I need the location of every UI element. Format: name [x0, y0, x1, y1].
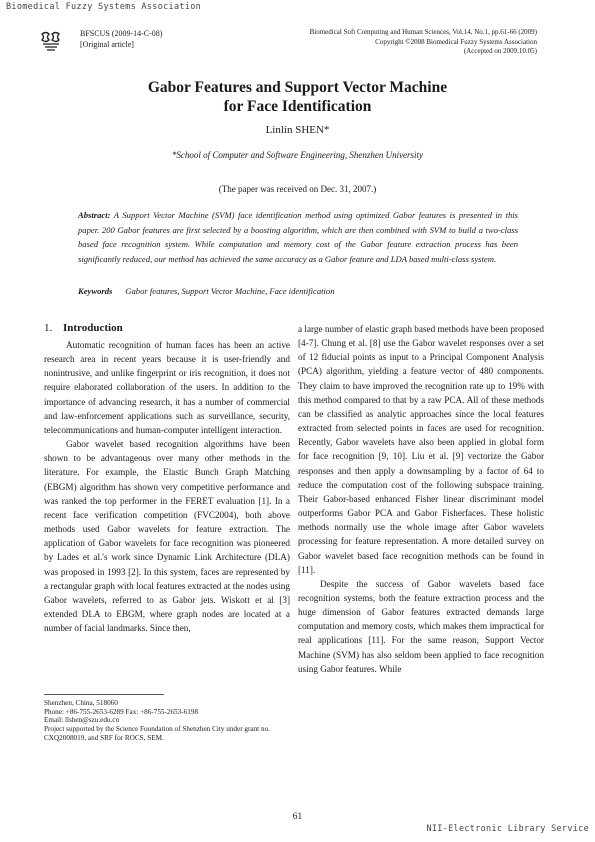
- section-title: Introduction: [63, 322, 123, 334]
- footnotes: [44, 699, 290, 743]
- page-number: 61: [292, 812, 303, 822]
- keywords: [78, 286, 518, 296]
- header-left: [80, 28, 162, 50]
- keywords-label: Keywords: [78, 286, 113, 296]
- footnote-divider: [44, 694, 164, 695]
- right-column: [298, 322, 544, 676]
- title-line-2: for Face Identification: [223, 98, 372, 115]
- section-heading: [44, 322, 123, 334]
- received-date: (The paper was received on Dec. 31, 2007.): [218, 184, 377, 194]
- abstract: [78, 208, 518, 266]
- journal-citation: Biomedical Soft Computing and Human Sciences, Vol.14, No.1, pp.61-66 (2009): [309, 28, 537, 36]
- watermark-top: Biomedical Fuzzy Systems Association: [6, 2, 202, 12]
- paragraph: a large number of elastic graph based methods have been proposed [4-7]. Chung et al. [8] use the Gabor wavelet responses over a set of 12 fiducial points as input to a Principal Component Analysis (PCA) algorithm, yielding a feature vector of 480 components. They claim to have improved the recognition rate up to 19% with this method compared to that by a raw PCA. All of these methods can be classified as analytic approaches since the local features extracted from selected points in faces are used for recognition. Recently, Gabor wavelets have also been applied in global form for face recognition [9, 10]. Liu et al. [9] vectorize the Gabor responses and then apply a downsampling by a factor of 64 to reduce the computation cost of the following subspace training. Their Gabor-based enhanced Fisher linear discriminant model outperforms Gabor PCA and Gabor Fisherfaces. These holistic methods normally use the whole image after Gabor wavelets processing for feature representation. A more detailed survey on Gabor wavelet based face recognition methods can be found in [11].: [298, 324, 544, 575]
- abstract-text: A Support Vector Machine (SVM) face identification method using optimized Gabor features is presented in this paper. 200 Gabor features are first selected by a boosting algorithm, which are then combined with SVM to build a two-class based face recognition system. While computation and memory cost of the Gabor feature extraction process has been significantly reduced, our method has achieved the same accuracy as a Gabor feature and LDA based multi-class system.: [78, 210, 518, 264]
- title-line-1: Gabor Features and Support Vector Machine: [147, 79, 448, 96]
- footnote-phone: Phone: +86-755-2653-6289 Fax: +86-755-2653-6198: [44, 707, 199, 716]
- keywords-text: Gabor features, Support Vector Machine, Face identification: [125, 286, 335, 296]
- affiliation: *School of Computer and Software Engineering, Shenzhen University: [171, 150, 424, 160]
- paragraph: Gabor wavelet based recognition algorithms have been shown to be advantageous over many other methods in the literature. For example, the Elastic Bunch Graph Matching (EBGM) algorithm has shown very competitive performance and was ranked the top performer in the FERET evaluation [1]. In a recent face verification competition (FVC2004), both above methods used Gabor wavelets for feature extraction. The application of Gabor wavelets for face recognition was pioneered by Lades et al.'s work since Dynamic Link Architecture (DLA) was proposed in 1993 [2]. In this system, faces are represented by a rectangular graph with local features extracted at the nodes using Gabor wavelets, referred to as Gabor jets. Wiskott et al [3] extended DLA to EBGM, where graph nodes are located at a number of facial landmarks. Since then,: [44, 439, 290, 634]
- paper-title: [0, 78, 595, 116]
- article-type: [Original article]: [80, 40, 134, 49]
- paragraph: Despite the success of Gabor wavelets based face recognition systems, both the feature extraction process and the huge dimension of Gabor features extracted demands large computation and memory costs, which makes them impractical for real applications [11]. For the same reason, Support Vector Machine (SVM) has also seldom been applied to face recognition using Gabor features. While: [298, 578, 544, 674]
- journal-code: BFSCUS (2009-14-C-08): [80, 29, 163, 38]
- left-column: [44, 338, 290, 635]
- section-number: 1.: [44, 322, 53, 334]
- footnote-funding: Project supported by the Science Foundation of Shenzhen City under grant no. CXQ2008019, and SRF for ROCS, SEM.: [44, 725, 270, 742]
- watermark-bottom: NII-Electronic Library Service: [426, 824, 589, 834]
- copyright-line: Copyright ©2008 Biomedical Fuzzy Systems Association: [375, 37, 537, 46]
- paragraph: Automatic recognition of human faces has been an active research area in recent years because it is user-friendly and nonintrusive, and unlike fingerprint or iris recognition, it does not require elaborated collaboration of the users. In addition to the importance of advancing research, it has a number of commercial and law-enforcement applications such as surveillance, security, telecommunications and human-computer intelligent interaction.: [44, 340, 290, 435]
- journal-logo-icon: [40, 30, 62, 52]
- footnote-address: Shenzhen, China, 518060: [44, 699, 118, 707]
- author: Linlin SHEN*: [265, 124, 330, 136]
- footnote-email: Email: llshen@szu.edu.cn: [44, 716, 120, 725]
- accepted-date: (Accepted on 2009.10.05): [463, 47, 537, 55]
- abstract-label: Abstract:: [78, 210, 111, 220]
- header-right: [257, 28, 537, 57]
